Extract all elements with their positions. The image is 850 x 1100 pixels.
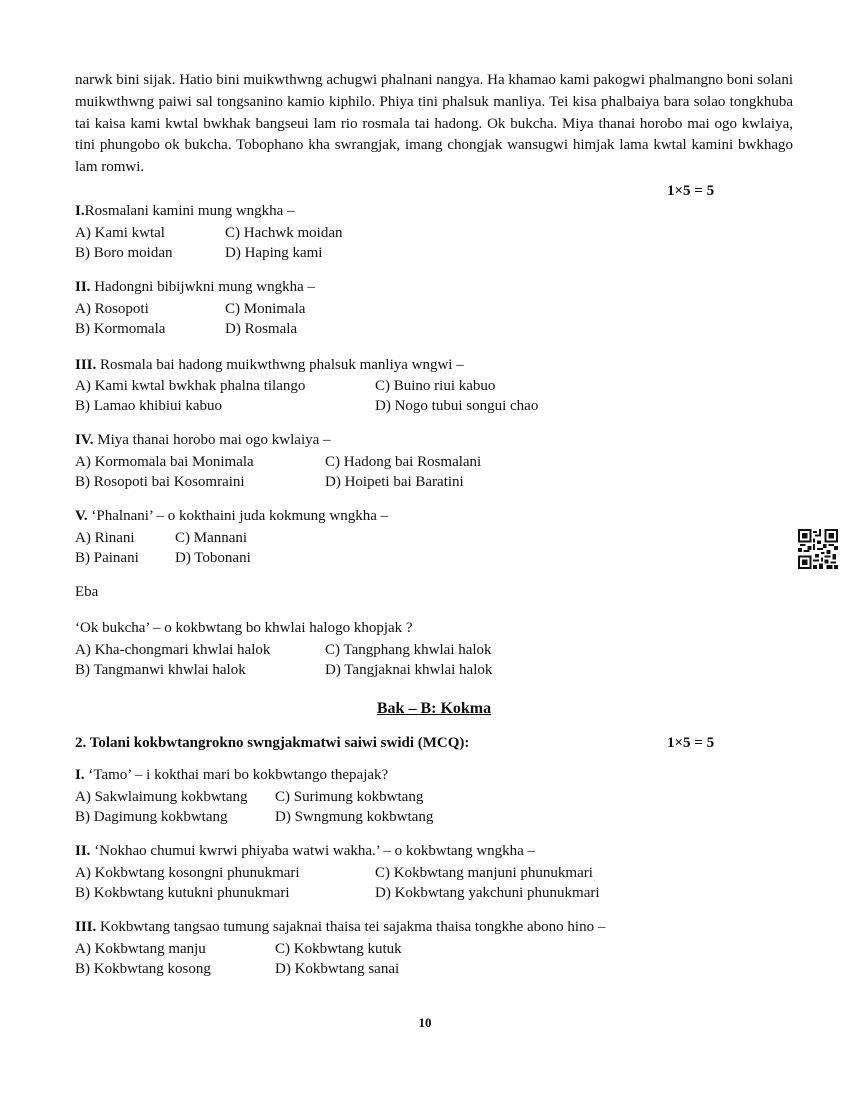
question-number: IV. (75, 432, 94, 449)
question-text: ‘Nokhao chumui kwrwi phiyaba watwi wakha.’ – o kokbwtang wngkha – (90, 843, 536, 860)
marks-label: 1×5 = 5 (667, 735, 715, 752)
option-a[interactable]: A) Kokbwtang manju (75, 940, 206, 957)
eba-label: Eba (75, 583, 99, 600)
document-page (75, 70, 793, 979)
question-3 (75, 355, 793, 417)
passage-text: narwk bini sijak. Hatio bini muikwthwng achugwi phalnani nangya. Ha khamao kami pakogwi phalmangno boni solani muikwthwng paiwi sal tongsanino kamio kiphilo. Phiya tini phalsuk manliya. Tei kisa phalbaiya bara solao tongkhuba tai kaisa kami kwtal bwkhak bangseui lam rio rosmala tai hadong. Ok bukcha. Miya thanai horobo mai ogo kwlaiya, tini phungobo ok bukcha. Tobophano kha swrangjak, imang chongjak wansugwi himjak lama kwtal kamini bwkhago lam romwi. (75, 72, 793, 176)
option-b[interactable]: B) Dagimung kokbwtang (75, 809, 228, 826)
option-d[interactable]: D) Tangjaknai khwlai halok (325, 661, 493, 678)
question-text: Miya thanai horobo mai ogo kwlaiya – (93, 432, 331, 449)
option-c[interactable]: C) Kokbwtang kutuk (275, 940, 402, 957)
page-number: 10 (418, 1015, 432, 1030)
question-b-1 (75, 765, 793, 827)
qr-code-icon (798, 529, 838, 569)
question-2-title: 2. Tolani kokbwtangrokno swngjakmatwi saiwi swidi (MCQ): (75, 735, 470, 752)
option-d[interactable]: D) Kokbwtang sanai (275, 960, 400, 977)
option-a[interactable]: A) Rosopoti (75, 300, 149, 317)
option-d[interactable]: D) Kokbwtang yakchuni phunukmari (375, 884, 600, 901)
question-2 (75, 277, 793, 341)
question-number: I. (75, 767, 85, 784)
option-d[interactable]: D) Rosmala (225, 320, 298, 337)
question-number: V. (75, 508, 88, 525)
option-d[interactable]: D) Swngmung kokbwtang (275, 809, 434, 826)
question-1 (75, 201, 793, 263)
option-b[interactable]: B) Kormomala (75, 320, 166, 337)
option-b[interactable]: B) Tangmanwi khwlai halok (75, 661, 246, 678)
option-d[interactable]: D) Hoipeti bai Baratini (325, 474, 464, 491)
question-2-heading (75, 733, 793, 755)
option-d[interactable]: D) Tobonani (175, 549, 251, 566)
question-text: ‘Tamo’ – i kokthai mari bo kokbwtango thepajak? (84, 767, 389, 784)
option-d[interactable]: D) Haping kami (225, 244, 323, 261)
option-c[interactable]: C) Hachwk moidan (225, 224, 343, 241)
question-number: II. (75, 843, 91, 860)
question-text: ‘Ok bukcha’ – o kokbwtang bo khwlai halogo khopjak ? (75, 619, 413, 636)
option-c[interactable]: C) Tangphang khwlai halok (325, 641, 492, 658)
option-c[interactable]: C) Hadong bai Rosmalani (325, 454, 482, 471)
question-number: III. (75, 356, 97, 373)
option-a[interactable]: A) Kha-chongmari khwlai halok (75, 641, 271, 658)
option-b[interactable]: B) Kokbwtang kosong (75, 960, 211, 977)
eba-question (75, 618, 793, 680)
question-number: I. (75, 202, 85, 219)
option-a[interactable]: A) Kami kwtal bwkhak phalna tilango (75, 378, 306, 395)
option-c[interactable]: C) Buino riui kabuo (375, 378, 496, 395)
question-number: III. (75, 918, 97, 935)
option-a[interactable]: A) Kami kwtal (75, 224, 165, 241)
option-c[interactable]: C) Mannani (175, 529, 248, 546)
option-b[interactable]: B) Lamao khibiui kabuo (75, 398, 223, 415)
question-text: Rosmala bai hadong muikwthwng phalsuk manliya wngwi – (96, 356, 464, 373)
section-b-heading: Bak – B: Kokma (376, 699, 492, 717)
question-5 (75, 506, 793, 568)
option-b[interactable]: B) Boro moidan (75, 244, 173, 261)
option-a[interactable]: A) Kormomala bai Monimala (75, 454, 254, 471)
question-text: ‘Phalnani’ – o kokthaini juda kokmung wngkha – (87, 508, 389, 525)
option-a[interactable]: A) Kokbwtang kosongni phunukmari (75, 864, 300, 881)
option-c[interactable]: C) Kokbwtang manjuni phunukmari (375, 864, 593, 881)
question-text: Kokbwtang tangsao tumung sajaknai thaisa tei sajakma thaisa tongkhe abono hino – (96, 918, 606, 935)
question-b-3 (75, 917, 793, 979)
option-c[interactable]: C) Surimung kokbwtang (275, 789, 424, 806)
question-text: Rosmalani kamini mung wngkha – (84, 202, 295, 219)
marks-label: 1×5 = 5 (667, 182, 715, 199)
option-a[interactable]: A) Sakwlaimung kokbwtang (75, 789, 248, 806)
option-b[interactable]: B) Kokbwtang kutukni phunukmari (75, 884, 290, 901)
question-text: Hadongni bibijwkni mung wngkha – (90, 278, 316, 295)
option-a[interactable]: A) Rinani (75, 529, 135, 546)
question-4 (75, 430, 793, 492)
option-c[interactable]: C) Monimala (225, 300, 306, 317)
question-b-2 (75, 841, 793, 903)
question-number: II. (75, 278, 91, 295)
option-b[interactable]: B) Painani (75, 549, 139, 566)
option-d[interactable]: D) Nogo tubui songui chao (375, 398, 539, 415)
option-b[interactable]: B) Rosopoti bai Kosomraini (75, 474, 245, 491)
